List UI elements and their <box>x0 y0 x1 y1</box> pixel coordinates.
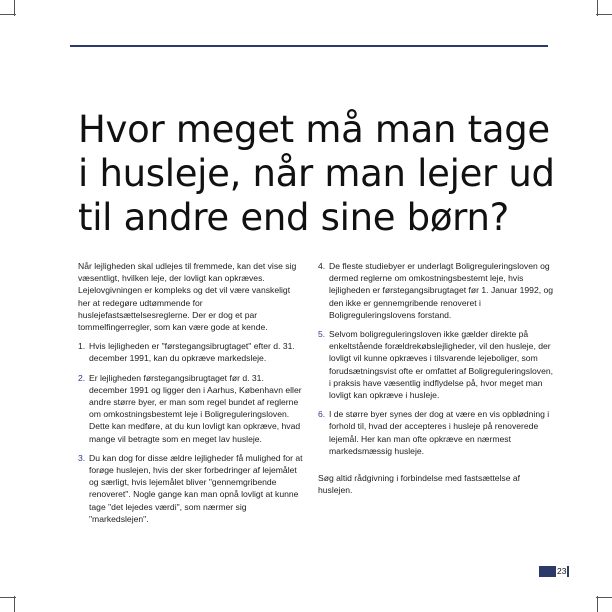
list-number: 6. <box>318 409 326 420</box>
list-item <box>78 372 303 445</box>
list-item <box>318 260 556 321</box>
list-item <box>78 452 303 525</box>
page-title: Hvor meget må man tage i husleje, når man lejer ud til andre end sine børn? <box>78 108 555 239</box>
list-number: 4. <box>318 261 326 271</box>
crop-mark <box>597 596 598 612</box>
list-number: 1. <box>78 341 86 352</box>
top-rule <box>70 45 548 47</box>
list-item-text: Hvis lejligheden er "førstegangsibrugtaget" efter d. 31. december 1991, kan du opkræve markedsleje. <box>89 341 295 364</box>
list-number: 3. <box>78 452 86 463</box>
list-number: 2. <box>78 372 86 383</box>
list-item <box>78 340 303 364</box>
list-item <box>318 408 556 457</box>
intro-paragraph: Når lejligheden skal udlejes til fremmede, kan det vise sig væsentligt, hvilken leje, der lovligt kan opkræves. Lejelovgivningen er kompleks og det vil være vanskeligt her at redegøre udtømmende for huslejefastsættelsesreglerne. Der er dog et par tommelfingerregler, som kan være gode at kende. <box>78 261 297 333</box>
crop-mark <box>14 596 15 612</box>
crop-mark <box>596 597 612 598</box>
crop-mark <box>0 597 16 598</box>
list-item-text: Selvom boligreguleringsloven ikke gælder direkte på enkeltstående forældrekøbslejligheder, vil den husleje, der lovligt vil kunne opkræves i tilsvarende lejeboliger, som forudsætningsvist ofte er omfattet af Boligreguleringsloven, i praksis have væsentlig indflydelse på, hvor meget man lovligt kan opkræve i husleje. <box>329 329 554 401</box>
closing-paragraph: Søg altid rådgivning i forbindelse med fastsættelse af huslejen. <box>318 473 521 496</box>
left-column <box>78 260 303 532</box>
crop-mark <box>0 14 16 15</box>
list-number: 5. <box>318 329 326 340</box>
list-item-text: Er lejligheden førstegangsibrugtaget før d. 31. december 1991 og ligger den i Aarhus, København eller andre større byer, er man som regel bundet af reglerne om omkostningsbestemt leje i Boligreguleringsloven. Dette kan medføre, at du kun lovligt kan opkræve, hvad mange vil betragte som en meget lav husleje. <box>89 372 302 444</box>
list-item-text: De fleste studiebyer er underlagt Boligreguleringsloven og dermed reglerne om omkostningsbestemt leje, hvis lejligheden er førstegangsibrugtaget før 1. Januar 1992, og den ikke er gennemgribende renoveret i Boligreguleringslovens forstand. <box>329 261 554 320</box>
page-number: 23 <box>557 566 567 576</box>
list-item <box>318 328 556 401</box>
list-item-text: Du kan dog for disse ældre lejligheder få mulighed for at forøge huslejen, hvis der sker forbedringer af lejemålet og særligt, hvis lejemålet bliver "gennemgribende renoveret". Nogle gange kan man opnå lovligt at kunne tage "det lejedes værdi", som nærmer sig "markedslejen". <box>89 452 303 524</box>
crop-mark <box>596 14 612 15</box>
right-column <box>318 260 556 505</box>
list-item-text: I de større byer synes der dog at være en vis opblødning i forhold til, hvad der accepteres i husleje på renoverede lejemål. Her kan man ofte opkræve en nærmest markedsmæssig husleje. <box>329 409 550 456</box>
